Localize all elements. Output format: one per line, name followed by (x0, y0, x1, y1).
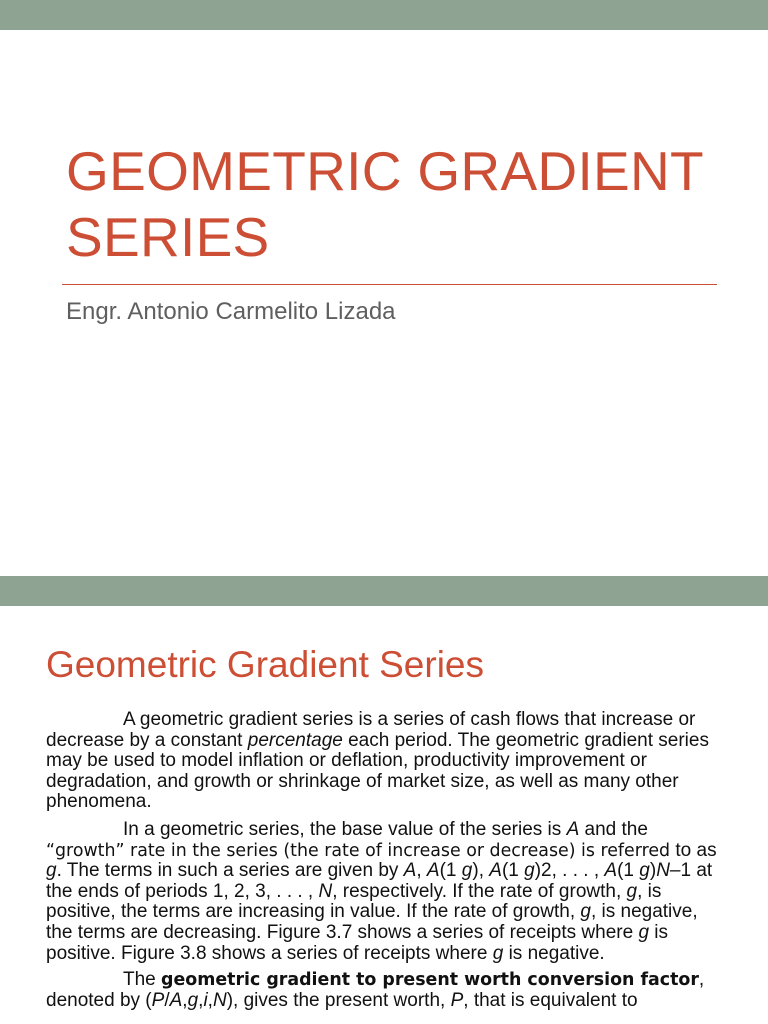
author-name: Engr. Antonio Carmelito Lizada (66, 298, 396, 325)
content-slide-heading: Geometric Gradient Series (46, 644, 485, 685)
slide-separator-border (0, 576, 768, 606)
paragraph-3: The geometric gradient to present worth conversion factor, denoted by (P/A,g,i,N), gives the present worth, P, that is equivalent to (46, 969, 705, 1011)
top-slide-border (0, 0, 768, 30)
title-line-2: SERIES (66, 206, 270, 268)
title-slide-heading (66, 138, 746, 270)
paragraph-1: A geometric gradient series is a series of cash flows that increase or decrease by a constant percentage each period. The geometric gradient series may be used to model inflation or deflation, productivity improvement or degradation, and growth or shrinkage of market size, as well as many other phenomena. (46, 709, 709, 813)
title-divider (62, 284, 717, 285)
title-line-1: GEOMETRIC GRADIENT (66, 140, 704, 202)
title-slide (0, 30, 768, 576)
content-slide-body (46, 710, 726, 1018)
content-slide (0, 606, 768, 1024)
paragraph-2: In a geometric series, the base value of the series is A and the “growth” rate in the series (the rate of increase or decrease) is referred to as g. The terms in such a series are given by A, A(1 g), A(1 g)2, . . . , A(1 g)N–1 at the ends of periods 1, 2, 3, . . . , N, respectively. If the rate of growth, g, is positive, the terms are increasing in value. If the rate of growth, g, is negative, the terms are decreasing. Figure 3.7 shows a series of receipts where g is positive. Figure 3.8 shows a series of receipts where g is negative. (46, 818, 717, 964)
